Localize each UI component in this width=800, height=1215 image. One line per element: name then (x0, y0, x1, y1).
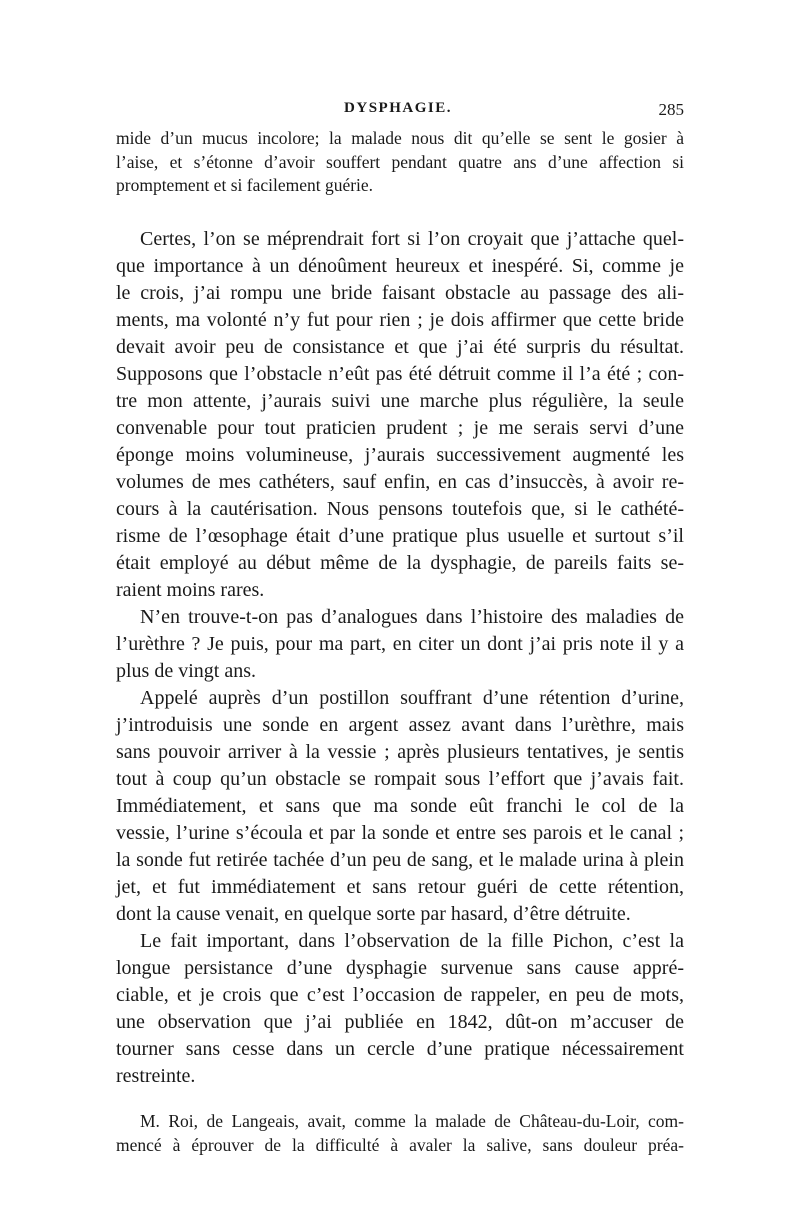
running-title: DYSPHAGIE. (344, 100, 452, 116)
text-line: N’en trouve-t-on pas d’analogues dans l’histoire des maladies de (140, 606, 684, 628)
text-line: ments, ma volonté n’y fut pour rien ; je dois affirmer que cette bride (116, 309, 684, 331)
text-line: l’urèthre ? Je puis, pour ma part, en citer un dont j’ai pris note il y a (116, 633, 684, 655)
text-line: Supposons que l’obstacle n’eût pas été détruit comme il l’a été ; con- (116, 363, 684, 385)
text-line: l’aise, et s’étonne d’avoir souffert pendant quatre ans d’une affection si (116, 152, 684, 172)
text-line: Certes, l’on se méprendrait fort si l’on croyait que j’attache quel- (140, 228, 684, 250)
text-line: cours à la cautérisation. Nous pensons toutefois que, si le cathété- (116, 498, 684, 520)
text-line: mencé à éprouver de la difficulté à avaler la salive, sans douleur préa- (116, 1135, 684, 1155)
text-line: jet, et fut immédiatement et sans retour guéri de cette rétention, (116, 876, 684, 898)
page-number: 285 (658, 100, 684, 119)
text-line: éponge moins volumineuse, j’aurais successivement augmenté les (116, 444, 684, 466)
text-line: risme de l’œsophage était d’une pratique plus usuelle et surtout s’il (116, 525, 684, 547)
text-line: Appelé auprès d’un postillon souffrant d’une rétention d’urine, (140, 687, 684, 709)
text-line: Immédiatement, et sans que ma sonde eût franchi le col de la (116, 795, 684, 817)
text-line: sans pouvoir arriver à la vessie ; après plusieurs tentatives, je sentis (116, 741, 684, 763)
text-line: le crois, j’ai rompu une bride faisant obstacle au passage des ali- (116, 282, 684, 304)
text-line: une observation que j’ai publiée en 1842, dût-on m’accuser de (116, 1011, 684, 1033)
text-line: raient moins rares. (116, 579, 265, 601)
text-line: longue persistance d’une dysphagie survenue sans cause appré- (116, 957, 684, 979)
text-line: restreinte. (116, 1065, 196, 1087)
text-line: tout à coup qu’un obstacle se rompait sous l’effort que j’avais fait. (116, 768, 684, 790)
text-line: que importance à un dénoûment heureux et inespéré. Si, comme je (116, 255, 684, 277)
text-line: vessie, l’urine s’écoula et par la sonde et entre ses parois et le canal ; (116, 822, 684, 844)
text-line: dont la cause venait, en quelque sorte par hasard, d’être détruite. (116, 903, 631, 925)
text-line: plus de vingt ans. (116, 660, 256, 682)
text-line: mide d’un mucus incolore; la malade nous dit qu’elle se sent le gosier à (116, 128, 684, 148)
text-line: était employé au début même de la dysphagie, de pareils faits se- (116, 552, 684, 574)
text-line: tre mon attente, j’aurais suivi une marche plus régulière, la seule (116, 390, 684, 412)
text-line: j’introduisis une sonde en argent assez avant dans l’urèthre, mais (116, 714, 684, 736)
running-head (112, 100, 684, 126)
text-line: ciable, et je crois que c’est l’occasion de rappeler, en peu de mots, (116, 984, 684, 1006)
text-line: volumes de mes cathéters, sauf enfin, en cas d’insuccès, à avoir re- (116, 471, 684, 493)
text-line: devait avoir peu de consistance et que j’ai été surpris du résultat. (116, 336, 684, 358)
text-line: Le fait important, dans l’observation de la fille Pichon, c’est la (140, 930, 684, 952)
text-line: promptement et si facilement guérie. (116, 175, 374, 195)
text-line: M. Roi, de Langeais, avait, comme la malade de Château-du-Loir, com- (140, 1111, 684, 1131)
text-line: la sonde fut retirée tachée d’un peu de sang, et le malade urina à plein (116, 849, 684, 871)
text-line: tourner sans cesse dans un cercle d’une pratique nécessairement (116, 1038, 684, 1060)
text-line: convenable pour tout praticien prudent ; je me serais servi d’une (116, 417, 684, 439)
